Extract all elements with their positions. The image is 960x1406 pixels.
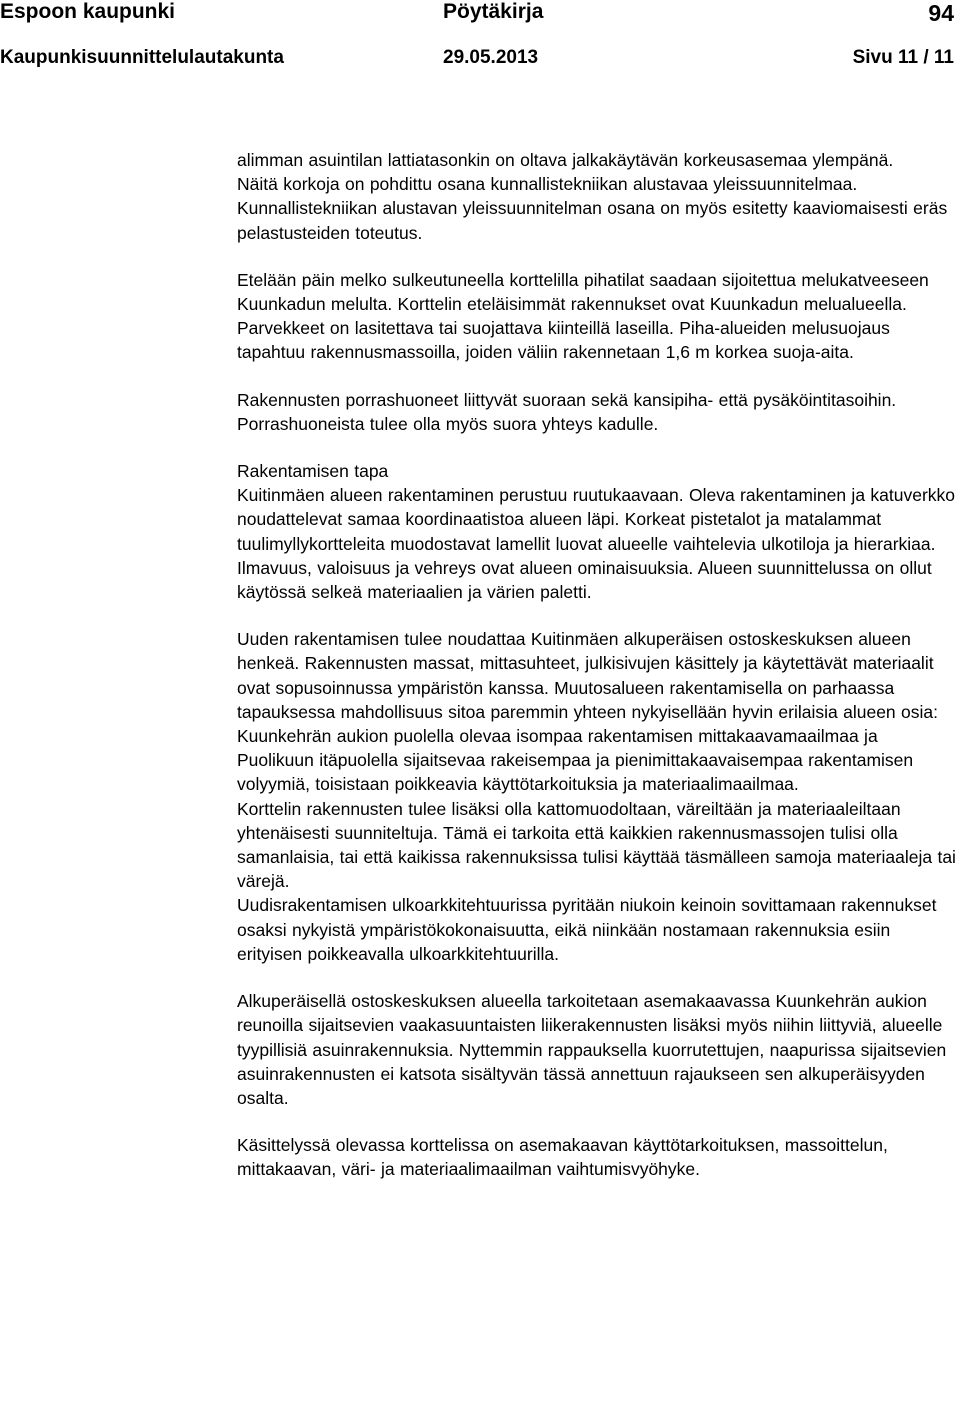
header-row-bottom bbox=[0, 47, 960, 75]
section-heading: Rakentamisen tapa bbox=[237, 461, 389, 482]
meeting-date: 29.05.2013 bbox=[443, 47, 539, 68]
paragraph-2: Näitä korkoja on pohdittu osana kunnallistekniikan alustavaa yleissuunnitelmaa. Kunnallistekniikan alustavan yleissuunnitelman osana on myös esitetty kaaviomaisesti eräs pelastusteiden toteutus. bbox=[237, 174, 948, 243]
section-number: 94 bbox=[928, 0, 954, 26]
paragraph-8: Uudisrakentamisen ulkoarkkitehtuurissa pyritään niukoin keinoin sovittamaan rakennukset osaksi nykyistä ympäristökokonaisuutta, eikä niinkään nostamaan rakennuksia esiin erityisen poikkeavalla ulkoarkkitehtuurilla. bbox=[237, 895, 937, 964]
paragraph-5: Kuitinmäen alueen rakentaminen perustuu ruutukaavaan. Oleva rakentaminen ja katuverkko noudattelevat samaa koordinaatistoa alueen läpi. Korkeat pistetalot ja matalammat tuulimyllykortteleita muodostavat lamellit luovat alueelle vaihtelevia ulkotiloja ja hierarkiaa. Ilmavuus, valoisuus ja vehreys ovat alueen ominaisuuksia. Alueen suunnittelussa on ollut käytössä selkeä materiaalien ja värien paletti. bbox=[237, 485, 956, 603]
board-name: Kaupunkisuunnittelulautakunta bbox=[0, 47, 284, 68]
document-type: Pöytäkirja bbox=[443, 0, 544, 23]
paragraph-6: Uuden rakentamisen tulee noudattaa Kuitinmäen alkuperäisen ostoskeskuksen alueen henkeä. Rakennusten massat, mittasuhteet, julkisivujen käsittely ja käytettävät materiaalit ovat sopusoinnussa ympäristön kanssa. Muutosalueen rakentamisella on parhaassa tapauksessa mahdollisuus sitoa paremmin yhteen nykyisellään hyvin erilaisia alueen osia: Kuunkehrän aukion puolella olevaa isompaa rakentamisen mittakaavamaailmaa ja Puolikuun itäpuolella sijaitsevaa rakeisempaa ja pienimittakaavaisempaa rakentamisen volyymiä, toisistaan poikkeavia käyttötarkoituksia ja materiaalimaailmaa. bbox=[237, 629, 938, 795]
paragraph-7: Korttelin rakennusten tulee lisäksi olla kattomuodoltaan, väreiltään ja materiaaleiltaan yhtenäisesti suunniteltuja. Tämä ei tarkoita että kaikkien rakennusmassojen tulisi olla samanlaisia, tai että kaikissa rakennuksissa tulisi käyttää täsmälleen samoja materiaaleja tai värejä. bbox=[237, 798, 956, 892]
paragraph-9: Alkuperäisellä ostoskeskuksen alueella tarkoitetaan asemakaavassa Kuunkehrän aukion reunoilla sijaitsevien vaakasuuntaisten liikerakennusten lisäksi myös niihin liittyviä, alueelle tyypillisiä asuinrakennuksia. Nyttemmin rappauksella kuorrutettujen, naapurissa sijaitsevien asuinrakennusten ei katsota sisältyvän tässä annettuun rajaukseen sen alkuperäisyyden osalta. bbox=[237, 991, 947, 1108]
paragraph-3: Etelään päin melko sulkeutuneella korttelilla pihatilat saadaan sijoitettua melukatveeseen Kuunkadun melulta. Korttelin eteläisimmät rakennukset ovat Kuunkadun melualueella. Parvekkeet on lasitettava tai suojattava kiinteillä laseilla. Piha-alueiden melusuojaus tapahtuu rakennusmassoilla, joiden väliin rakennetaan 1,6 m korkea suoja-aita. bbox=[237, 269, 929, 363]
paragraph-1: alimman asuintilan lattiatasonkin on oltava jalkakäytävän korkeusasemaa ylempänä. bbox=[237, 150, 894, 170]
document-body bbox=[237, 148, 959, 1182]
page-number: Sivu 11 / 11 bbox=[852, 47, 954, 68]
paragraph-10: Käsittelyssä olevassa korttelissa on asemakaavan käyttötarkoituksen, massoittelun, mittakaavan, väri- ja materiaalimaailman vaihtumisvyöhyke. bbox=[237, 1135, 888, 1180]
organization-name: Espoon kaupunki bbox=[0, 0, 176, 23]
header-row-top bbox=[0, 0, 960, 28]
paragraph-4: Rakennusten porrashuoneet liittyvät suoraan sekä kansipiha- että pysäköintitasoihin. Porrashuoneista tulee olla myös suora yhteys kadulle. bbox=[237, 389, 897, 434]
